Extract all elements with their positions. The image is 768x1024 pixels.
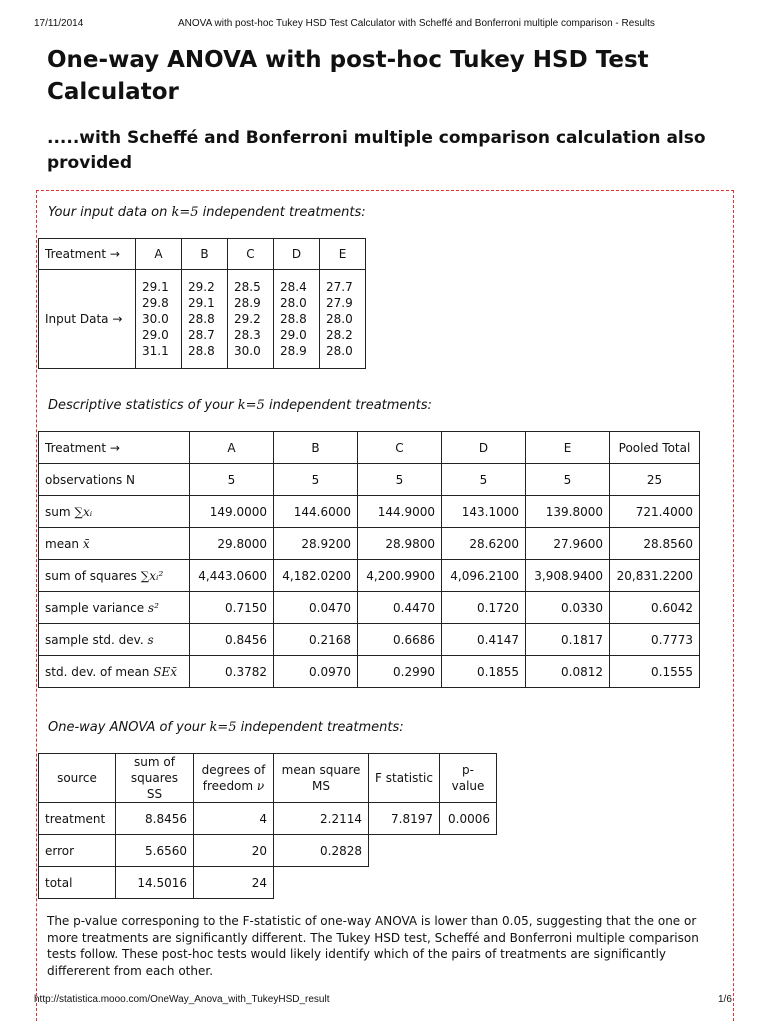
column-header: A — [190, 432, 274, 464]
table-cell: 5 — [274, 464, 358, 496]
table-cell: 28.8560 — [610, 528, 700, 560]
treatment-b-header: B — [182, 239, 228, 270]
table-cell: 5 — [442, 464, 526, 496]
table-cell: 0.4147 — [442, 624, 526, 656]
column-header: D — [442, 432, 526, 464]
anova-table — [38, 753, 497, 899]
row-label: observations N — [39, 464, 190, 496]
table-cell: 0.1817 — [526, 624, 610, 656]
table-cell: 14.5016 — [116, 867, 194, 899]
page-subtitle: .....with Scheffé and Bonferroni multiple comparison calculation also provided — [47, 128, 706, 173]
empty-cell — [440, 835, 497, 867]
input-data-table — [38, 238, 366, 369]
column-header: mean square MS — [274, 754, 369, 803]
table-cell: 5.6560 — [116, 835, 194, 867]
treatment-e-header: E — [320, 239, 366, 270]
table-cell: 5 — [358, 464, 442, 496]
row-label: sum of squares ∑xᵢ² — [39, 560, 190, 592]
treatment-header-label: Treatment → — [39, 239, 136, 270]
table-row — [39, 835, 497, 867]
treatment-c-data: 28.5 28.9 29.2 28.3 30.0 — [228, 270, 274, 369]
table-row — [39, 560, 700, 592]
table-cell: 4,443.0600 — [190, 560, 274, 592]
table-cell: 5 — [526, 464, 610, 496]
row-label: error — [39, 835, 116, 867]
table-row — [39, 270, 366, 369]
table-row — [39, 239, 366, 270]
treatment-e-data: 27.7 27.9 28.0 28.2 28.0 — [320, 270, 366, 369]
table-cell: 149.0000 — [190, 496, 274, 528]
descriptive-caption: Descriptive statistics of your k=5 independent treatments: — [48, 398, 432, 413]
table-cell: 0.6042 — [610, 592, 700, 624]
column-header: C — [358, 432, 442, 464]
table-cell: 20 — [194, 835, 274, 867]
print-footer-url: http://statistica.mooo.com/OneWay_Anova_with_TukeyHSD_result — [34, 994, 330, 1005]
table-cell: 0.0812 — [526, 656, 610, 688]
table-cell: 0.0970 — [274, 656, 358, 688]
row-label: total — [39, 867, 116, 899]
empty-cell — [440, 867, 497, 899]
column-header: sum of squares SS — [116, 754, 194, 803]
table-row — [39, 754, 497, 803]
column-header: B — [274, 432, 358, 464]
table-cell: 0.3782 — [190, 656, 274, 688]
input-data-label: Input Data → — [39, 270, 136, 369]
table-cell: 2.2114 — [274, 803, 369, 835]
column-header: F statistic — [369, 754, 440, 803]
table-cell: 4,200.9900 — [358, 560, 442, 592]
table-cell: 0.2990 — [358, 656, 442, 688]
table-cell: 7.8197 — [369, 803, 440, 835]
table-cell: 4,096.2100 — [442, 560, 526, 592]
table-row — [39, 464, 700, 496]
treatment-b-data: 29.2 29.1 28.8 28.7 28.8 — [182, 270, 228, 369]
table-row — [39, 624, 700, 656]
table-cell: 0.6686 — [358, 624, 442, 656]
table-cell: 4 — [194, 803, 274, 835]
table-row — [39, 528, 700, 560]
table-cell: 27.9600 — [526, 528, 610, 560]
table-cell: 4,182.0200 — [274, 560, 358, 592]
table-cell: 0.7773 — [610, 624, 700, 656]
input-caption: Your input data on k=5 independent treatments: — [48, 205, 366, 220]
conclusion-text: The p-value corresponing to the F-statistic of one-way ANOVA is lower than 0.05, suggesting that the one or more treatments are significantly different. The Tukey HSD test, Scheffé and Bonferroni multiple comparison tests follow. These post-hoc tests would likely identify which of the pairs of treatments are significantly differerent from each other. — [47, 914, 699, 978]
table-cell: 0.0330 — [526, 592, 610, 624]
treatment-d-header: D — [274, 239, 320, 270]
column-header: p-value — [440, 754, 497, 803]
row-label: sample std. dev. s — [39, 624, 190, 656]
table-cell: 24 — [194, 867, 274, 899]
empty-cell — [274, 867, 369, 899]
table-cell: 0.0470 — [274, 592, 358, 624]
table-cell: 25 — [610, 464, 700, 496]
table-cell: 0.0006 — [440, 803, 497, 835]
row-label: sum ∑xᵢ — [39, 496, 190, 528]
table-cell: 144.9000 — [358, 496, 442, 528]
table-cell: 144.6000 — [274, 496, 358, 528]
table-cell: 28.9200 — [274, 528, 358, 560]
empty-cell — [369, 867, 440, 899]
descriptive-stats-table — [38, 431, 700, 688]
table-row — [39, 592, 700, 624]
table-row — [39, 496, 700, 528]
table-cell: 0.2828 — [274, 835, 369, 867]
treatment-c-header: C — [228, 239, 274, 270]
table-cell: 28.6200 — [442, 528, 526, 560]
column-header: Pooled Total — [610, 432, 700, 464]
table-row — [39, 432, 700, 464]
table-cell: 0.4470 — [358, 592, 442, 624]
table-cell: 0.1855 — [442, 656, 526, 688]
treatment-d-data: 28.4 28.0 28.8 29.0 28.9 — [274, 270, 320, 369]
page-title: One-way ANOVA with post-hoc Tukey HSD Test Calculator — [47, 47, 649, 105]
row-label: treatment — [39, 803, 116, 835]
table-cell: 0.2168 — [274, 624, 358, 656]
column-header: source — [39, 754, 116, 803]
print-header-date: 17/11/2014 — [34, 18, 84, 29]
table-cell: 29.8000 — [190, 528, 274, 560]
empty-cell — [369, 835, 440, 867]
table-cell: 143.1000 — [442, 496, 526, 528]
column-header: E — [526, 432, 610, 464]
treatment-a-data: 29.1 29.8 30.0 29.0 31.1 — [136, 270, 182, 369]
table-row — [39, 656, 700, 688]
table-cell: 0.1555 — [610, 656, 700, 688]
row-label: mean x̄ — [39, 528, 190, 560]
table-cell: 20,831.2200 — [610, 560, 700, 592]
row-label: std. dev. of mean SEx̄ — [39, 656, 190, 688]
table-cell: 0.7150 — [190, 592, 274, 624]
table-row — [39, 803, 497, 835]
table-cell: 139.8000 — [526, 496, 610, 528]
print-header-title: ANOVA with post-hoc Tukey HSD Test Calculator with Scheffé and Bonferroni multiple comparison - Results — [178, 18, 655, 29]
row-label: sample variance s² — [39, 592, 190, 624]
anova-caption: One-way ANOVA of your k=5 independent treatments: — [48, 720, 404, 735]
column-header: Treatment → — [39, 432, 190, 464]
table-cell: 0.1720 — [442, 592, 526, 624]
column-header: degrees of freedom ν — [194, 754, 274, 803]
table-cell: 0.8456 — [190, 624, 274, 656]
table-cell: 5 — [190, 464, 274, 496]
print-footer-page: 1/6 — [718, 994, 732, 1005]
table-cell: 3,908.9400 — [526, 560, 610, 592]
table-cell: 721.4000 — [610, 496, 700, 528]
treatment-a-header: A — [136, 239, 182, 270]
table-row — [39, 867, 497, 899]
table-cell: 8.8456 — [116, 803, 194, 835]
table-cell: 28.9800 — [358, 528, 442, 560]
